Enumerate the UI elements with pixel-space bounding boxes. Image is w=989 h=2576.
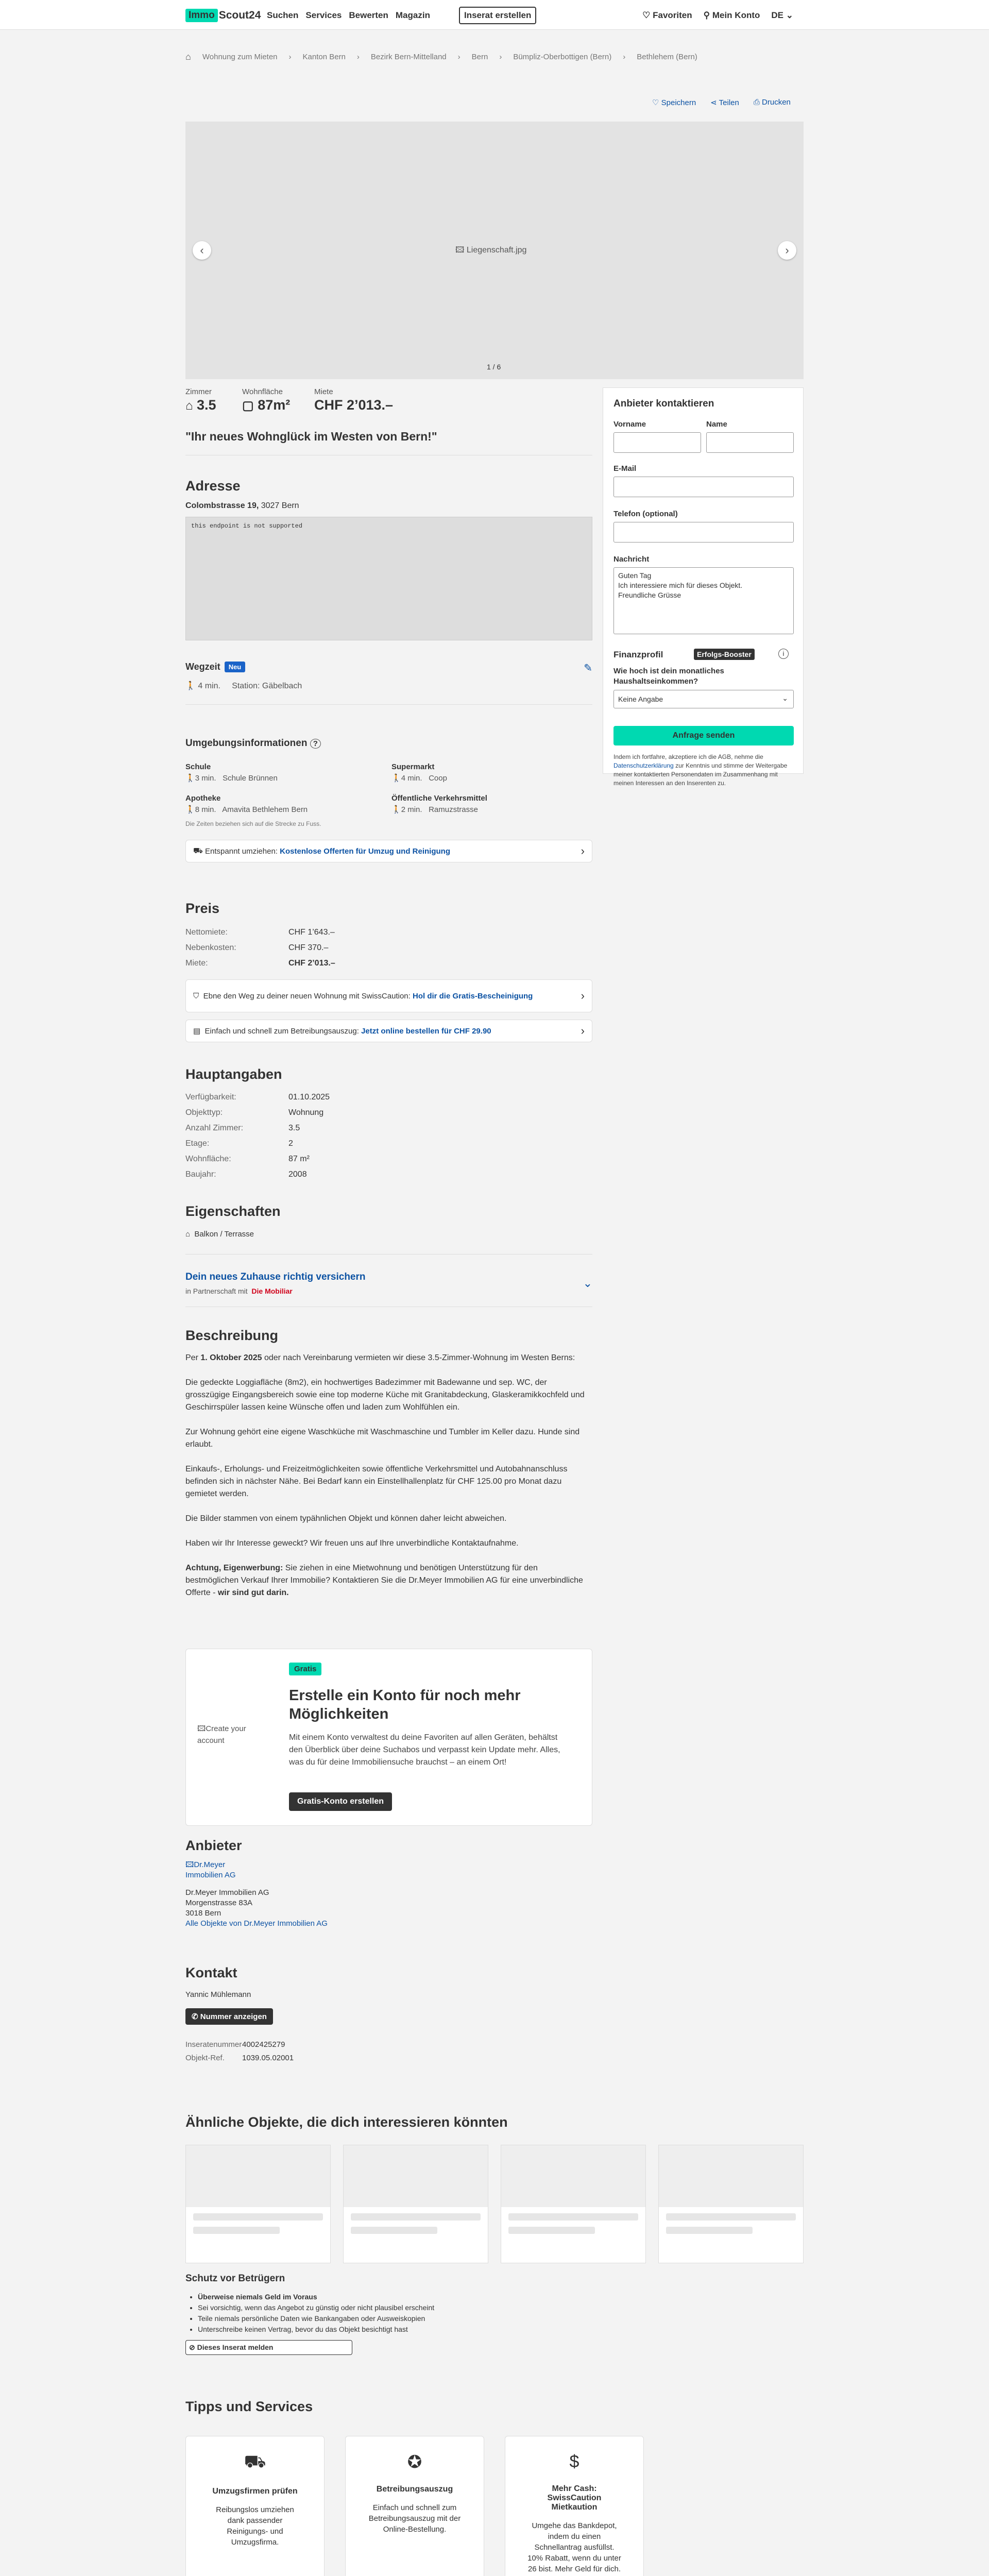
account-link[interactable]: ⚲ Mein Konto [703, 10, 760, 20]
walk-icon: 🚶 [391, 774, 401, 783]
listing-title: "Ihr neues Wohnglück im Westen von Bern!" [185, 430, 437, 443]
breadcrumb-item[interactable]: Kanton Bern [302, 53, 346, 61]
tip-card-deposit: $ Mehr Cash: SwissCaution Mietkaution Umgehe das Bankdepot, indem du einen Schnellantrag ausfüllst. 10% Rabatt, wenn du unter 26 bist. Mehr Geld für dich. [505, 2436, 644, 2576]
submit-request-button[interactable]: Anfrage senden [613, 726, 794, 745]
income-select[interactable]: Keine Angabe ⌄ [613, 690, 794, 708]
logo[interactable]: Immo Scout24 [185, 9, 261, 22]
price-heading: Preis [185, 901, 220, 916]
legal-note: Indem ich fortfahre, akzeptiere ich die AGB, nehme die Datenschutzerklärung zur Kenntnis und stimme der Weitergabe meiner kontaktierten Personendaten im Zusammenhang mit meinen Interessen an den Inserenten zu. [613, 753, 788, 787]
save-button[interactable]: ♡ Speichern [652, 98, 696, 107]
account-image: 🖾Create your account [197, 1724, 246, 1745]
breadcrumb-item[interactable]: Bezirk Bern-Mittelland [370, 53, 447, 61]
similar-card-placeholder[interactable] [343, 2145, 488, 2263]
chevron-right-icon: › [581, 989, 585, 1002]
create-listing-button[interactable]: Inserat erstellen [459, 7, 536, 24]
info-icon[interactable]: i [778, 649, 789, 659]
share-button[interactable]: ⋖ Teilen [710, 98, 739, 107]
surroundings-note: Die Zeiten beziehen sich auf die Strecke zu Fuss. [185, 820, 321, 827]
poi-supermarket: Supermarkt 🚶4 min. Coop [391, 762, 447, 783]
similar-card-placeholder[interactable] [658, 2145, 804, 2263]
chevron-right-icon: › [581, 1024, 585, 1037]
features-section: Eigenschaften ⌂ Balkon / Terrasse [185, 1204, 592, 1255]
commute-section: Wegzeit Neu ✎ 🚶 4 min. Station: Gäbelbach [185, 662, 592, 705]
booster-badge: Erfolgs-Booster [694, 649, 755, 660]
heart-icon: ♡ [652, 98, 659, 107]
poi-transport: Öffentliche Verkehrsmittel 🚶2 min. Ramuzstrasse [391, 794, 487, 814]
gallery-counter: 1 / 6 [487, 363, 501, 371]
heart-icon: ♡ [642, 10, 651, 20]
edit-icon[interactable]: ✎ [584, 663, 592, 674]
key-facts [185, 387, 592, 455]
chevron-right-icon: › [581, 844, 585, 857]
first-name-input[interactable] [613, 432, 701, 453]
printer-icon: ⎙ [753, 98, 760, 107]
rent-value: CHF 2’013.– [314, 397, 394, 413]
image-icon: 🖾 [455, 246, 465, 255]
surroundings-section: Umgebungsinformationen ? Schule 🚶3 min. Schule Brünnen Supermarkt 🚶4 min. Coop Apotheke 🚶8 min. Amavita Bethlehem Bern Öffentliche Verkehrsmittel 🚶2 min. Ramuzstrasse Die Zeiten beziehen sich auf die Strecke zu Fuss. ⛟ Entspannt umziehen: Kostenlose Offerten für Umzug und Reinigung › [185, 738, 592, 862]
walk-icon: 🚶 [391, 805, 401, 814]
listing-actions [652, 98, 791, 107]
walk-icon: 🚶 [185, 682, 196, 690]
rooms-label: Zimmer [185, 387, 212, 396]
create-account-card: Gratis 🖾Create your account Erstelle ein Konto für noch mehr Möglichkeiten Mit einem Konto verwaltest du deine Favoriten auf allen Geräten, behältst den Überblick über deine Suchabos und verpasst kein Update mehr. Alles, was du für deine Immobiliensuche brauchst – an einem Ort! Gratis-Konto erstellen [185, 1649, 592, 1826]
chevron-down-icon: ⌄ [786, 10, 793, 20]
nav-evaluate[interactable]: Bewerten [349, 10, 388, 20]
image-gallery[interactable] [185, 122, 804, 379]
breadcrumb-item[interactable]: Bern [471, 53, 488, 61]
debt-extract-banner[interactable]: ▤ Einfach und schnell zum Betreibungsauszug: Jetzt online bestellen für CHF 29.90 › [185, 1020, 592, 1042]
rooms-value: 3.5 [197, 397, 216, 413]
language-select[interactable]: DE ⌄ [771, 10, 793, 20]
all-objects-link[interactable]: Alle Objekte von Dr.Meyer Immobilien AG [185, 1919, 328, 1928]
phone-input[interactable] [613, 522, 794, 543]
show-number-button[interactable]: ✆ Nummer anzeigen [185, 2008, 273, 2025]
nav-search[interactable]: Suchen [267, 10, 299, 20]
share-icon: ⋖ [710, 98, 717, 107]
truck-icon: ⛟ [193, 846, 203, 855]
privacy-link[interactable]: Datenschutzerklärung [613, 762, 674, 769]
swisscaution-banner[interactable]: ⛉ Ebne den Weg zu deiner neuen Wohnung mit SwissCaution: Hol dir die Gratis-Bescheinigung › [185, 979, 592, 1012]
alert-icon: ⊘ [189, 2343, 195, 2351]
poi-school: Schule 🚶3 min. Schule Brünnen [185, 762, 278, 783]
area-value: 87m² [258, 397, 291, 413]
breadcrumb-item[interactable]: Wohnung zum Mieten [202, 53, 278, 61]
chevron-down-icon: ⌄ [782, 694, 788, 702]
breadcrumb-item[interactable]: Bethlehem (Bern) [637, 53, 697, 61]
walk-icon: 🚶 [185, 805, 195, 814]
moving-banner[interactable]: ⛟ Entspannt umziehen: Kostenlose Offerten für Umzug und Reinigung › [185, 840, 592, 862]
price-section: Preis Nettomiete: CHF 1’643.– Nebenkosten: CHF 370.– Miete: CHF 2’013.– ⛉ Ebne den Weg zu deiner neuen Wohnung mit SwissCaution: Hol dir die Gratis-Bescheinigung › ▤ Einfach und schnell zum Betreibungsauszug: Jetzt online bestellen für CHF 29.90 › [185, 901, 592, 1042]
address-section: Adresse Colombstrasse 19, 3027 Bern this endpoint is not supported [185, 478, 592, 640]
document-icon: ▤ [193, 1027, 201, 1036]
nav-services[interactable]: Services [305, 10, 342, 20]
description-section: Beschreibung Per 1. Oktober 2025 oder nach Vereinbarung vermieten wir diese 3.5-Zimmer-Wohnung im Westen Berns: Die gedeckte Loggiafläche (8m2), ein hochwertiges Badezimmer mit Badewanne und sep. WC, der grosszügige Eingangsbereich sowie eine top moderne Küche mit Granitabdeckung, Glaskeramikkochfeld und Geschirrspüler lassen keine Wünsche offen und laden zum Wohlfühlen ein. Zur Wohnung gehört eine eigene Waschküche mit Waschmaschine und Tumbler im Keller dazu. Hunde sind erlaubt. Einkaufs-, Erholungs- und Freizeitmöglichkeiten sowie öffentliche Verkehrsmittel und Autobahnanschluss befinden sich in nächster Nähe. Bei Bedarf kann ein Einstellhallenplatz für CHF 125.00 pro Monat dazu gemietet werden. Die Bilder stammen von einem typähnlichen Objekt und können daher leicht abweichen. Haben wir Ihr Interesse geweckt? Wir freuen uns auf Ihre unverbindliche Kontaktaufnahme. Achtung, Eigenwerbung: Sie ziehen in eine Mietwohnung und benötigen Unterstützung für den bestmöglichen Verkauf Ihrer Immobilie? Kontaktieren Sie die Dr.Meyer Immobilien AG für eine unverbindliche Offerte - wir sind gut darin. [185, 1328, 585, 1597]
favorites-link[interactable]: ♡ Favoriten [642, 10, 692, 20]
main-nav [267, 10, 430, 21]
print-button[interactable]: ⎙ Drucken [753, 98, 791, 107]
main-info-section: Hauptangaben Verfügbarkeit: 01.10.2025 Objekttyp: Wohnung Anzahl Zimmer: 3.5 Etage: 2 Wohnfläche: 87 m² Baujahr: 2008 [185, 1066, 592, 1182]
info-icon[interactable]: ? [310, 739, 321, 749]
shield-icon: ⛉ [193, 991, 199, 1001]
mobiliar-logo: Die Mobiliar [251, 1287, 293, 1295]
free-badge: Gratis [289, 1663, 321, 1675]
map[interactable]: this endpoint is not supported [185, 517, 592, 640]
walk-icon: 🚶 [185, 774, 195, 783]
insurance-banner[interactable]: Dein neues Zuhause richtig versichern in Partnerschaft mit Die Mobiliar ⌄ [185, 1272, 592, 1307]
image-icon: 🖾 [185, 1860, 194, 1869]
main-info-heading: Hauptangaben [185, 1066, 282, 1082]
contact-section: Kontakt Yannic Mühlemann ✆ Nummer anzeigen Inseratenummer 4002425279 Objekt-Ref. 1039.05.02001 [185, 1965, 294, 2062]
message-textarea[interactable]: Guten Tag Ich interessiere mich für dieses Objekt. Freundliche Grüsse [613, 567, 794, 634]
poi-pharmacy: Apotheke 🚶8 min. Amavita Bethlehem Bern [185, 794, 308, 814]
similar-card-placeholder[interactable] [501, 2145, 646, 2263]
similar-card-placeholder[interactable] [185, 2145, 331, 2263]
area-icon: ▢ [242, 399, 254, 413]
chevron-right-icon: › [785, 244, 789, 257]
image-icon: 🖾 [197, 1724, 206, 1733]
provider-section: Anbieter 🖾Dr.Meyer Immobilien AG Dr.Meyer Immobilien AG Morgenstrasse 83A 3018 Bern Alle Objekte von Dr.Meyer Immobilien AG [185, 1840, 592, 1929]
address-heading: Adresse [185, 478, 241, 494]
fraud-section: Schutz vor Betrügern • Überweise niemals Geld im Voraus • Sei vorsichtig, wenn das Angebot zu günstig oder nicht plausibel erscheint • Teile niemals persönliche Daten wie Bankangaben oder Ausweiskopien • Unterschreibe keinen Vertrag, bevor du das Objekt besichtigt hast ⊘ Dieses Inserat melden [185, 2273, 494, 2355]
listing-image: 🖾 Liegenschaft.jpg [455, 246, 527, 255]
user-icon: ⚲ [703, 10, 710, 20]
commute-heading: Wegzeit [185, 662, 220, 672]
provider-logo[interactable]: 🖾Dr.Meyer Immobilien AG [185, 1860, 236, 1879]
phone-icon: ✆ [192, 2012, 198, 2021]
email-input[interactable] [613, 477, 794, 497]
chevron-left-icon: ‹ [200, 244, 204, 257]
breadcrumb-item[interactable]: Bümpliz-Oberbottigen (Bern) [513, 53, 612, 61]
breadcrumb: ⌂ Wohnung zum Mieten › Kanton Bern › Bezirk Bern-Mittelland › Bern › Bümpliz-Oberbottigen (Bern) › Bethlehem (Bern) [185, 52, 697, 62]
piggy-icon: $ [569, 2452, 579, 2471]
home-icon: ⌂ [185, 399, 193, 413]
tip-card-extract: ✪ Betreibungsauszug Einfach und schnell zum Betreibungsauszug mit der Online-Bestellung. [345, 2436, 484, 2576]
truck-icon: ⛟ [244, 2452, 266, 2471]
area-label: Wohnfläche [242, 387, 283, 396]
create-account-button[interactable]: Gratis-Konto erstellen [289, 1792, 392, 1811]
new-badge: Neu [225, 662, 246, 672]
home-icon[interactable]: ⌂ [185, 52, 191, 62]
badge-icon: ✪ [407, 2452, 422, 2472]
gallery-next-button[interactable] [778, 241, 796, 260]
chevron-down-icon: ⌄ [583, 1277, 592, 1290]
nav-magazine[interactable]: Magazin [395, 10, 430, 20]
tips-heading: Tipps und Services [185, 2399, 313, 2414]
contact-form: Anbieter kontaktieren Vorname Name E-Mail Telefon (optional) Nachricht Guten Tag Ich interessiere mich für dieses Objekt. Freundliche Grüsse Finanzprofil Erfolgs-Booster i Wie hoch ist dein monatliches Haushaltseinkommen? Keine Angabe ⌄ Anfrage senden Indem ich fortfahre, akzeptiere ich die AGB, nehme die Datenschutzerklärung zur Kenntnis und stimme der Weitergabe meiner kontaktierten Personendaten im Zusammenhang mit meinen Interessen an den Inserenten zu. [603, 387, 804, 774]
last-name-input[interactable] [706, 432, 794, 453]
similar-section: Ähnliche Objekte, die dich interessieren könnten [185, 2114, 804, 2268]
rent-label: Miete [314, 387, 333, 396]
gallery-prev-button[interactable] [193, 241, 211, 260]
site-header [0, 0, 989, 30]
balcony-icon: ⌂ [185, 1230, 191, 1239]
tip-card-moving: ⛟ Umzugsfirmen prüfen Reibungslos umziehen dank passender Reinigungs- und Umzugsfirma. [185, 2436, 325, 2576]
report-listing-button[interactable]: ⊘ Dieses Inserat melden [185, 2340, 352, 2355]
